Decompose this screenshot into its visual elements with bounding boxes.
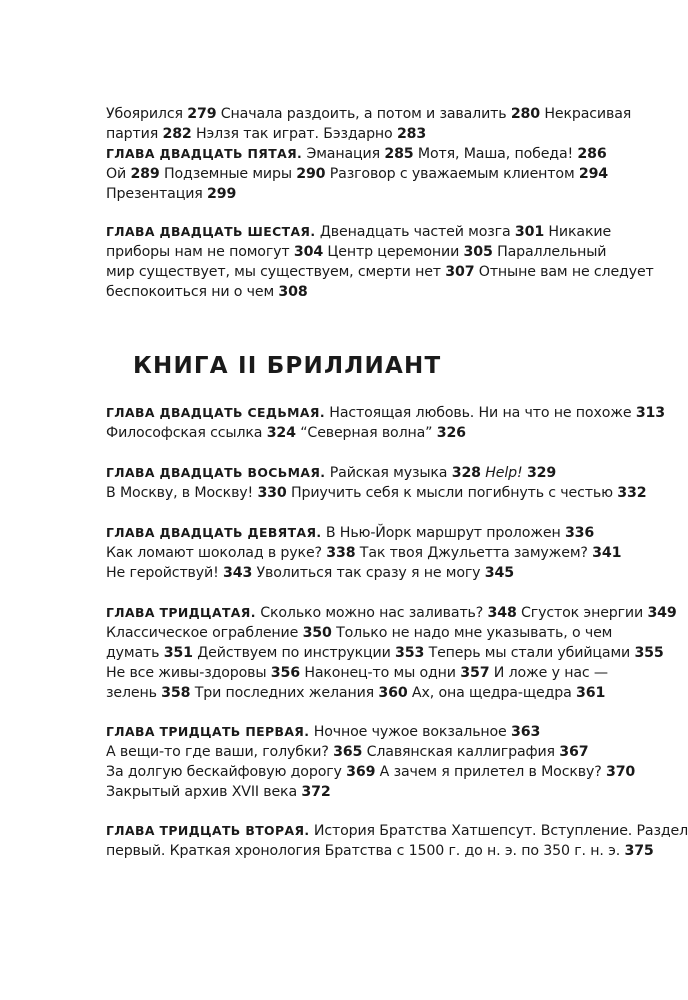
section-title: А зачем я прилетел в Москву?: [375, 764, 606, 780]
page-number: 375: [624, 843, 654, 859]
section-title: Славянская каллиграфия: [362, 744, 560, 760]
section-title: Некрасивая: [540, 106, 632, 122]
section-title: Наконец-то мы одни: [299, 665, 461, 681]
chapter-label: ГЛАВА ДВАДЦАТЬ ДЕВЯТАЯ.: [106, 525, 322, 540]
page-number: 345: [484, 565, 514, 581]
page-number: 286: [577, 146, 607, 162]
section-title: А вещи-то где ваши, голубки?: [106, 744, 334, 760]
section-title: Не геройствуй!: [106, 565, 223, 581]
toc-entry: [106, 523, 626, 583]
page-number: 290: [296, 166, 326, 182]
toc-entry: [106, 222, 654, 302]
section-title: первый. Краткая хронология Братства с 1500 г. до н. э. по 350 г. н. э.: [106, 843, 625, 859]
section-title: Отныне вам не следует: [474, 264, 654, 280]
page-number: 361: [576, 685, 606, 701]
section-title: думать: [106, 645, 164, 661]
toc-line: [106, 663, 626, 683]
section-title: Ночное чужое вокзальное: [309, 724, 511, 740]
page-number: 363: [511, 724, 541, 740]
page-number: 356: [270, 665, 300, 681]
page-number: 367: [559, 744, 589, 760]
page-number: 360: [378, 685, 408, 701]
section-title: В Москву, в Москву!: [106, 485, 258, 501]
toc-line: [106, 523, 626, 543]
section-title: Как ломают шоколад в руке?: [106, 545, 327, 561]
page-number: 338: [326, 545, 356, 561]
book-number: КНИГА II: [133, 353, 258, 379]
chapter-label: ГЛАВА ДВАДЦАТЬ ПЯТАЯ.: [106, 146, 303, 161]
section-title: История Братства Хатшепсут. Вступление. Раздел: [309, 823, 688, 839]
toc-entry: [106, 463, 647, 503]
section-title: беспокоиться ни о чем: [106, 284, 279, 300]
section-title: В Нью-Йорк маршрут проложен: [321, 525, 565, 541]
section-title: Настоящая любовь. Ни на что не похоже: [324, 405, 636, 421]
toc-entry: [106, 722, 636, 802]
toc-line: [106, 603, 677, 623]
toc-line: [106, 242, 626, 262]
page-number: 299: [207, 186, 237, 202]
toc-line: [106, 563, 626, 583]
page-number: 341: [592, 545, 622, 561]
section-title: Центр церемонии: [323, 244, 464, 260]
book-heading: [133, 353, 441, 379]
toc-line: [106, 403, 665, 423]
section-title: приборы нам не помогут: [106, 244, 294, 260]
page-number: 353: [395, 645, 425, 661]
section-title: Так твоя Джульетта замужем?: [355, 545, 593, 561]
page-number: 326: [436, 425, 466, 441]
section-title: Никакие: [544, 224, 612, 240]
section-title: Разговор с уважаемым клиентом: [325, 166, 579, 182]
section-title: партия: [106, 126, 163, 142]
book-title: БРИЛЛИАНТ: [266, 353, 442, 379]
section-title: “Северная волна”: [295, 425, 437, 441]
toc-line: [106, 543, 626, 563]
page-number: 355: [634, 645, 664, 661]
toc-line: [106, 821, 688, 841]
toc-line: [106, 683, 626, 703]
page-number: 357: [460, 665, 490, 681]
page-number: 330: [257, 485, 287, 501]
page-number: 343: [223, 565, 253, 581]
page-number: 279: [187, 106, 217, 122]
page-number: 349: [647, 605, 677, 621]
toc-line: [106, 222, 626, 242]
section-title: Приучить себя к мысли погибнуть с честью: [286, 485, 618, 501]
page-number: 282: [162, 126, 192, 142]
page-number: 301: [514, 224, 545, 240]
section-title: мир существует, мы существуем, смерти нет: [106, 264, 446, 280]
toc-line: [106, 282, 626, 302]
chapter-label: ГЛАВА ТРИДЦАТЬ ВТОРАЯ.: [106, 823, 310, 838]
page-number: 313: [635, 405, 665, 421]
page-number: 369: [346, 764, 376, 780]
chapter-label: ГЛАВА ТРИДЦАТЬ ПЕРВАЯ.: [106, 724, 310, 739]
section-title: Нэлзя так играт. Бэздарно: [191, 126, 397, 142]
section-title: Теперь мы стали убийцами: [424, 645, 635, 661]
section-title: Ах, она щедра-щедра: [407, 685, 577, 701]
toc-line: [106, 164, 626, 184]
section-title: Три последних желания: [190, 685, 379, 701]
section-title: Только не надо мне указывать, о чем: [331, 625, 613, 641]
page-number: 372: [301, 784, 331, 800]
page-number: 365: [333, 744, 363, 760]
section-title: Сгусток энергии: [516, 605, 648, 621]
section-title: Закрытый архив XVII века: [106, 784, 302, 800]
section-title: Сначала раздоить, а потом и завалить: [216, 106, 511, 122]
section-title: Двенадцать частей мозга: [315, 224, 515, 240]
section-title: Параллельный: [492, 244, 607, 260]
section-title: За долгую бескайфовую дорогу: [106, 764, 347, 780]
section-title: Действуем по инструкции: [192, 645, 396, 661]
toc-line: [106, 742, 626, 762]
section-title: Уволиться так сразу я не могу: [252, 565, 485, 581]
toc-line: [106, 423, 626, 443]
toc-entry: [106, 403, 665, 443]
section-title: Мотя, Маша, победа!: [413, 146, 578, 162]
page-number: 307: [445, 264, 475, 280]
section-title: Райская музыка: [325, 465, 452, 481]
page-number: 329: [526, 465, 557, 481]
page-number: 304: [293, 244, 324, 260]
toc-line: [106, 483, 647, 503]
page-number: 370: [605, 764, 636, 780]
page-number: 280: [510, 106, 540, 122]
toc-entry: [106, 104, 632, 204]
page-number: 348: [487, 605, 517, 621]
section-title: Сколько можно нас заливать?: [255, 605, 488, 621]
section-title: Эманация: [302, 146, 385, 162]
section-title: Ой: [106, 166, 131, 182]
page-number: 351: [163, 645, 193, 661]
section-title: Подземные миры: [159, 166, 297, 182]
toc-line: [106, 841, 654, 861]
toc-line: [106, 262, 654, 282]
toc-entry: [106, 603, 677, 703]
chapter-label: ГЛАВА ДВАДЦАТЬ ШЕСТАЯ.: [106, 224, 316, 239]
page-number: 289: [130, 166, 160, 182]
section-title: зелень: [106, 685, 162, 701]
page-number: 324: [266, 425, 296, 441]
toc-line: [106, 782, 626, 802]
toc-line: [106, 463, 626, 483]
toc-line: [106, 643, 664, 663]
chapter-label: ГЛАВА ДВАДЦАТЬ СЕДЬМАЯ.: [106, 405, 325, 420]
page-number: 332: [617, 485, 647, 501]
toc-line: [106, 124, 626, 144]
section-title: И ложе у нас —: [489, 665, 608, 681]
toc-line: [106, 144, 626, 164]
page-number: 285: [384, 146, 414, 162]
section-title: Философская ссылка: [106, 425, 267, 441]
page-number: 294: [578, 166, 609, 182]
section-title: Классическое ограбление: [106, 625, 303, 641]
page-number: 336: [564, 525, 595, 541]
page-number: 328: [451, 465, 481, 481]
chapter-label: ГЛАВА ТРИДЦАТАЯ.: [106, 605, 256, 620]
toc-line: [106, 623, 626, 643]
italic-title: Help!: [485, 465, 523, 481]
page-number: 283: [396, 126, 427, 142]
toc-line: [106, 184, 626, 204]
toc-line: [106, 722, 626, 742]
section-title: Не все живы-здоровы: [106, 665, 271, 681]
chapter-label: ГЛАВА ДВАДЦАТЬ ВОСЬМАЯ.: [106, 465, 326, 480]
page-number: 305: [463, 244, 493, 260]
page-number: 350: [302, 625, 332, 641]
toc-entry: [106, 821, 688, 861]
toc-line: [106, 762, 636, 782]
page-number: 308: [278, 284, 308, 300]
section-title: Убоярился: [106, 106, 188, 122]
page-number: 358: [161, 685, 191, 701]
toc-line: [106, 104, 632, 124]
section-title: Презентация: [106, 186, 208, 202]
